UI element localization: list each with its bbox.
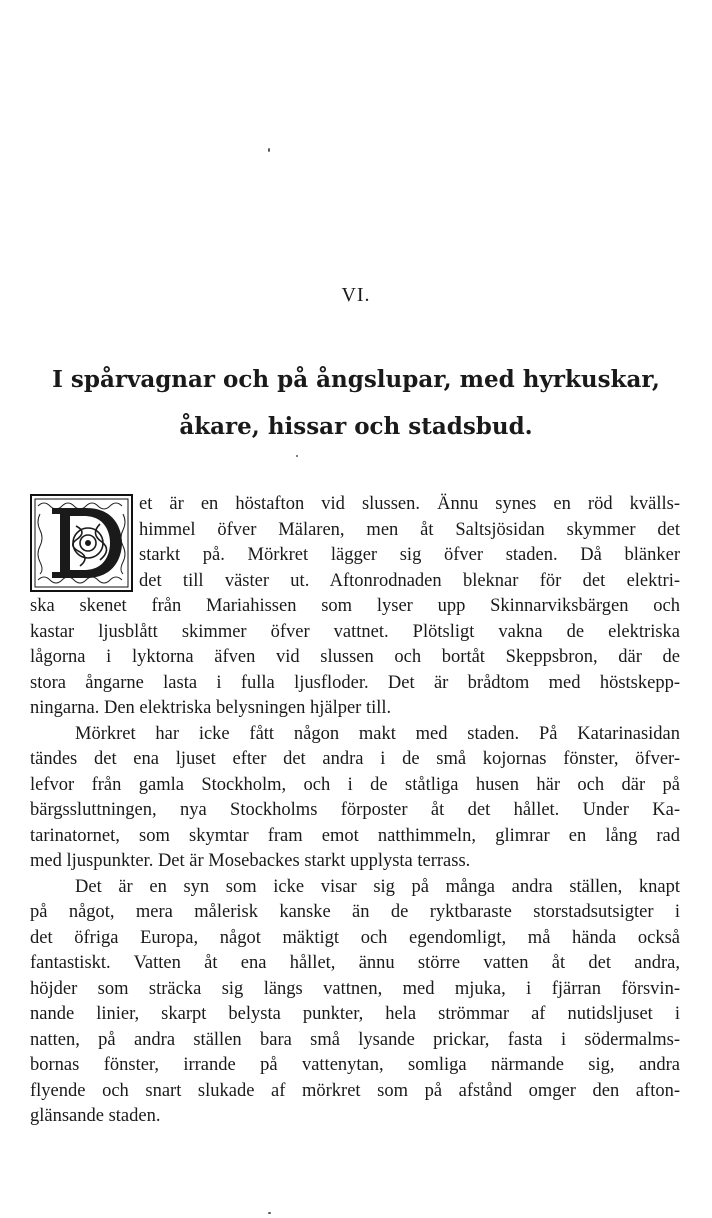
paragraph-line: ningarna. Den elektriska belysningen hjälper till. xyxy=(30,698,392,718)
paragraph-line: ska skenet från Mariahissen som lyser upp Skinnarviksbärgen och xyxy=(30,596,680,616)
body-text xyxy=(30,492,680,1130)
paragraph-line: Det är en syn som icke visar sig på många andra ställen, knapt xyxy=(75,876,680,897)
paragraph-line: det öfriga Europa, något mäktigt och egendomligt, må hända också xyxy=(30,927,680,948)
paragraph-line: fantastiskt. Vatten åt ena hållet, ännu större vatten åt det andra, xyxy=(30,953,680,973)
paragraph-line: tändes det ena ljuset efter det andra i de små kojornas fönster, öfver- xyxy=(30,749,680,769)
paragraph-line: starkt på. Mörkret lägger sig öfver staden. Då blänker xyxy=(139,545,680,565)
paragraph-line: lefvor från gamla Stockholm, och i de ståtliga husen här och där på xyxy=(30,774,680,795)
chapter-number: VI. xyxy=(341,284,371,306)
chapter-title-line-2: åkare, hissar och stadsbud. xyxy=(179,413,533,440)
paragraph-line: stora ångarne lasta i fulla ljusfloder. Det är brådtom med höstskepp- xyxy=(30,672,680,693)
paragraph-line: det till väster ut. Aftonrodnaden bleknar för det elektri- xyxy=(139,570,680,591)
paragraph-line: tarinatornet, som skymtar fram emot natthimmeln, glimrar en lång rad xyxy=(30,825,680,846)
paragraph-line: glänsande staden. xyxy=(30,1106,161,1126)
paper-speck xyxy=(296,455,298,457)
paragraph-3 xyxy=(30,875,680,1130)
paragraph-2 xyxy=(30,722,680,875)
paragraph-line: nande linier, skarpt belysta punkter, hela strömmar af nutidsljuset i xyxy=(30,1004,680,1024)
paragraph-line: höjder som sträcka sig längs vattnen, med mjuka, i fjärran försvin- xyxy=(30,978,680,999)
chapter-title xyxy=(30,356,682,450)
paragraph-line: himmel öfver Mälaren, men åt Saltsjösidan skymmer det xyxy=(139,519,680,540)
paper-speck xyxy=(268,148,270,152)
drop-cap-ornament xyxy=(30,494,133,592)
paragraph-line: lågorna i lyktorna äfven vid slussen och bortåt Skeppsbron, där de xyxy=(30,647,680,667)
paragraph-line: på något, mera målerisk kanske än de ryktbaraste storstadsutsigter i xyxy=(30,902,680,922)
paragraph-line: bornas fönster, irrande på vattenytan, somliga närmande sig, andra xyxy=(30,1055,680,1075)
drop-cap-d-icon xyxy=(30,494,133,592)
paragraph-line: bärgssluttningen, nya Stockholms förposter åt det hållet. Under Ka- xyxy=(30,800,680,820)
paper-speck xyxy=(268,1212,271,1214)
paragraph-line: med ljuspunkter. Det är Mosebackes starkt upplysta terrass. xyxy=(30,851,471,871)
paragraph-line: natten, på andra ställen bara små lysande prickar, fasta i södermalms- xyxy=(30,1029,680,1050)
chapter-title-line-1: I spårvagnar och på ångslupar, med hyrkuskar, xyxy=(52,366,660,393)
paragraph-line: kastar ljusblått skimmer öfver vattnet. Plötsligt vakna de elektriska xyxy=(30,621,680,642)
paragraph-line: Mörkret har icke fått någon makt med staden. På Katarinasidan xyxy=(75,723,680,744)
paragraph-line: flyende och snart slukade af mörkret som på afstånd omger den afton- xyxy=(30,1080,680,1101)
paragraph-line: et är en höstafton vid slussen. Ännu synes en röd kvälls- xyxy=(139,494,680,514)
